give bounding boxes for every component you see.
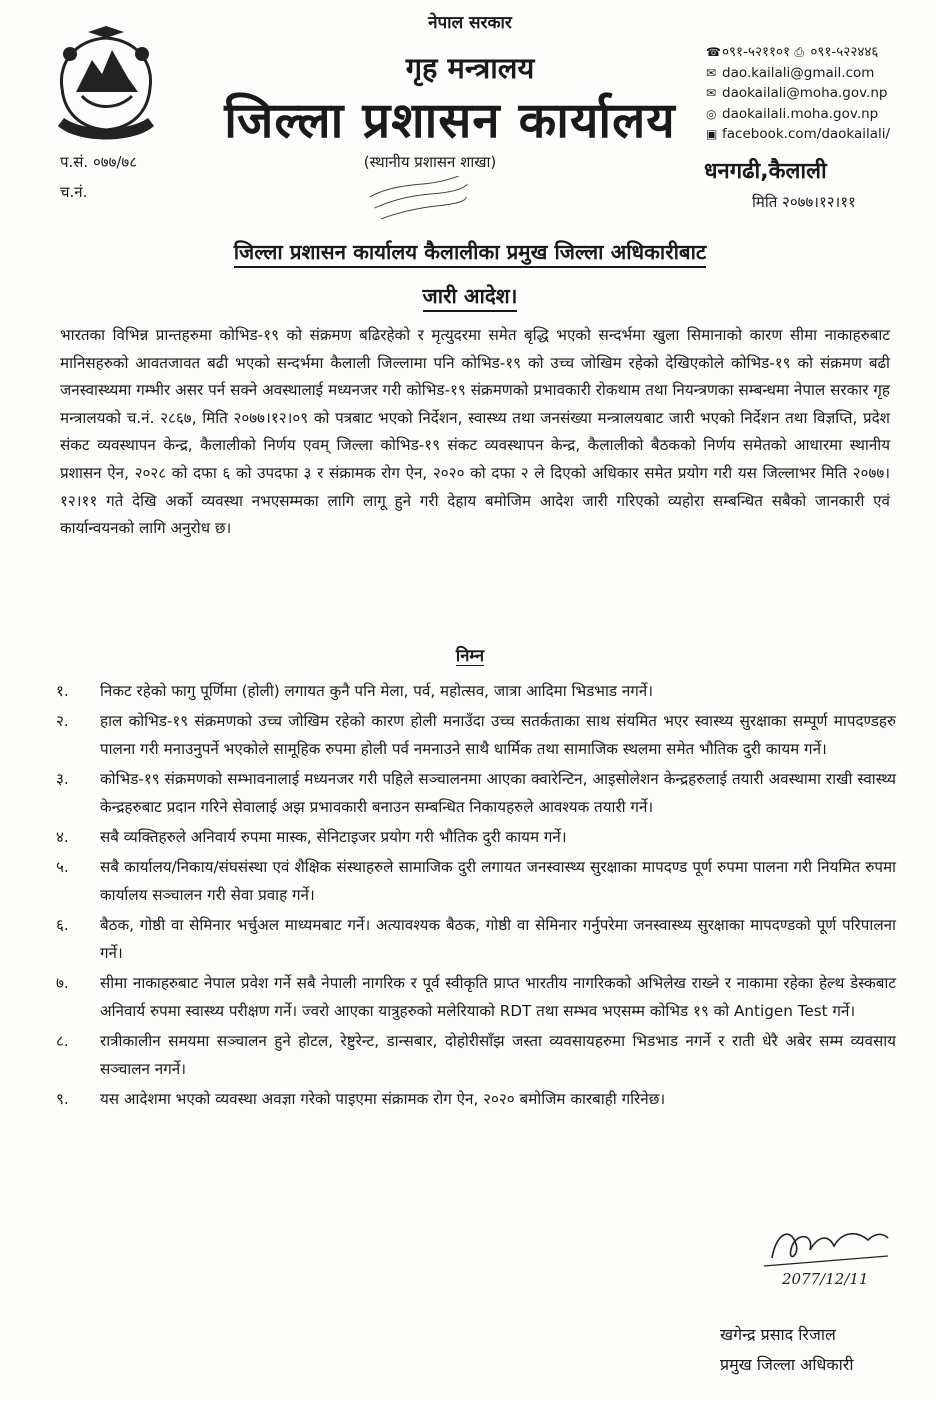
order-number: ३.	[56, 770, 69, 788]
list-heading	[0, 643, 940, 666]
document-title	[0, 238, 940, 266]
orders-list	[56, 677, 896, 1115]
order-text: हाल कोभिड-१९ संक्रमणको उच्च जोखिम रहेको कारण होली मनाउँदा उच्च सतर्कताका साथ संयमित भएर स्वास्थ्य सुरक्षाका सम्पूर्ण मापदण्डहरु पालना गरी मनाउनुपर्ने भएकोले सामूहिक रुपमा होली पर्व नमनाउने साथै धार्मिक तथा सामाजिक स्थलमा समेत भौतिक दुरी कायम गर्ने।	[100, 712, 896, 758]
order-text: कोभिड-१९ संक्रमणको सम्भावनालाई मध्यनजर गरी पहिले सञ्चालनमा आएका क्वारेन्टिन, आइसोलेशन केन्द्रहरुलाई तयारी अवस्थामा राखी स्वास्थ्य केन्द्रहरुबाट प्रदान गरिने सेवालाई अझ प्रभावकारी बनाउन सम्बन्धित निकायहरुले आवश्यक तयारी गर्ने।	[100, 770, 896, 816]
website-row	[706, 104, 890, 125]
order-number: ५.	[56, 858, 69, 876]
office-stamp	[362, 176, 482, 226]
order-number: ९.	[56, 1090, 69, 1108]
order-item	[56, 911, 896, 967]
handwritten-signature	[756, 1216, 896, 1290]
signature-date: 2077/12/11	[782, 1270, 869, 1288]
signatory-designation: प्रमुख जिल्ला अधिकारी	[720, 1355, 854, 1374]
order-number: ६.	[56, 916, 69, 934]
order-text: यस आदेशमा भएको व्यवस्था अवज्ञा गरेको पाइएमा संक्रामक रोग ऐन, २०२० बमोजिम कारबाही गरिनेछ।	[100, 1090, 666, 1108]
mail-icon: ✉	[706, 86, 717, 100]
government-name: नेपाल सरकार	[428, 13, 512, 33]
order-item	[56, 765, 896, 821]
order-item	[56, 853, 896, 909]
list-heading-text: निम्न	[455, 646, 485, 665]
facebook-link[interactable]: facebook.com/daokailali/	[722, 126, 891, 142]
title-text: जिल्ला प्रशासन कार्यालय कैलालीका प्रमुख जिल्ला अधिकारीबाट	[234, 240, 707, 268]
globe-icon: ◎	[706, 106, 717, 121]
fax-icon: ⎙	[794, 45, 804, 59]
subtitle-text: जारी आदेश।	[423, 284, 518, 312]
order-item	[56, 707, 896, 763]
order-number: ८.	[56, 1032, 69, 1050]
order-number: ७.	[56, 974, 69, 992]
email-row-1	[706, 63, 890, 84]
office-name: जिल्ला प्रशासन कार्यालय	[224, 92, 676, 149]
section-name: (स्थानीय प्रशासन शाखा)	[363, 153, 497, 171]
signatory-name: खगेन्द्र प्रसाद रिजाल	[720, 1325, 836, 1344]
order-text: रात्रीकालीन समयमा सञ्चालन हुने होटल, रेष्टुरेन्ट, डान्सबार, दोहोरीसाँझ जस्ता व्यवसायहरुमा भिडभाड नगर्ने र राती धेरै अबेर सम्म व्यवसाय सञ्चालन नगर्ने।	[100, 1032, 896, 1078]
letter-date: मिति २०७७।१२।११	[752, 193, 856, 211]
email-primary[interactable]: dao.kailali@gmail.com	[722, 64, 875, 81]
ministry-name: गृह मन्त्रालय	[405, 51, 535, 85]
order-number: २.	[56, 712, 69, 730]
order-text: बैठक, गोष्ठी वा सेमिनार भर्चुअल माध्यमबाट गर्ने। अत्यावश्यक बैठक, गोष्ठी वा सेमिनार गर्नुपरेमा जनस्वास्थ्य सुरक्षाका मापदण्डको पूर्ण परिपालना गर्ने।	[100, 916, 896, 962]
email-secondary[interactable]: daokailali@moha.gov.np	[722, 85, 888, 101]
website-link[interactable]: daokailali.moha.gov.np	[722, 105, 879, 122]
order-text: सबै कार्यालय/निकाय/संघसंस्था एवं शैक्षिक संस्थाहरुले सामाजिक दुरी लगायत जनस्वास्थ्य सुरक्षाका मापदण्ड पूर्ण रुपमा पालना गरी नियमित रुपमा कार्यालय सञ्चालन गरी सेवा प्रवाह गर्ने।	[100, 858, 896, 904]
facebook-icon: ▣	[706, 127, 718, 141]
order-text: सबै व्यक्तिहरुले अनिवार्य रुपमा मास्क, सेनिटाइजर प्रयोग गरी भौतिक दुरी कायम गर्ने।	[100, 828, 567, 846]
fax-number: ०९१-५२२४४६	[810, 44, 879, 60]
order-item	[56, 1027, 896, 1083]
order-text: सीमा नाकाहरुबाट नेपाल प्रवेश गर्ने सबै नेपाली नागरिक र पूर्व स्वीकृति प्राप्त भारतीय नागरिकको अभिलेख राख्ने र नाकामा रहेका हेल्थ डेस्कबाट अनिवार्य रुपमा स्वास्थ्य परीक्षण गर्ने। ज्वरो आएका यात्रुहरुको मलेरियाको RDT तथा सम्भव भएसम्म कोभिड १९ को Antigen Test गर्ने।	[100, 974, 896, 1020]
office-city: धनगढी,कैलाली	[704, 159, 827, 184]
order-item	[56, 823, 896, 851]
facebook-row	[706, 124, 890, 145]
order-number: १.	[56, 682, 69, 700]
phone-number: ०९१-५२११०१	[722, 44, 791, 60]
intro-paragraph: भारतका विभिन्न प्रान्तहरुमा कोभिड-१९ को संक्रमण बढिरहेको र मृत्युदरमा समेत बृद्धि भएको सन्दर्भमा खुला सिमानाको कारण सीमा नाकाहरुबाट मानिसहरुको आवतजावत बढी भएको सन्दर्भमा कैलाली जिल्लामा पनि कोभिड-१९ को उच्च जोखिम रहेको देखिएकोले कोभिड-१९ को संक्रमण बढी जनस्वास्थ्यमा गम्भीर असर पर्न सक्ने अवस्थालाई मध्यनजर गरी कोभिड-१९ संक्रमणको प्रभावकारी रोकथाम तथा नियन्त्रणका सम्बन्धमा नेपाल सरकार गृह मन्त्रालयको च.नं. २८६७, मिति २०७७।१२।०९ को पत्रबाट भएको निर्देशन, स्वास्थ्य तथा जनसंख्या मन्त्रालयबाट जारी भएको निर्देशन तथा विज्ञप्ति, प्रदेश संकट व्यवस्थापन केन्द्र, कैलालीको निर्णय एवम् जिल्ला कोभिड-१९ संकट व्यवस्थापन केन्द्र, कैलालीको बैठकको निर्णय समेतको आधारमा स्थानीय प्रशासन ऐन, २०२८ को दफा ६ को उपदफा ३ र संक्रामक रोग ऐन, २०२० को दफा २ ले दिएको अधिकार समेत प्रयोग गरी यस जिल्लाभर मिति २०७७।१२।११ गते देखि अर्को व्यवस्था नभएसम्मका लागि लागू हुने गरी देहाय बमोजिम आदेश जारी गरिएको व्यहोरा सम्बन्धित सबैको जानकारी एवं कार्यान्वयनको लागि अनुरोध छ।	[60, 326, 890, 538]
signatory-block	[720, 1320, 853, 1380]
order-text: निकट रहेको फागु पूर्णिमा (होली) लगायत कुनै पनि मेला, पर्व, महोत्सव, जात्रा आदिमा भिडभाड नगर्ने।	[100, 682, 653, 700]
order-item	[56, 969, 896, 1025]
phone-icon: ☎	[706, 45, 721, 59]
dispatch-number: च.नं.	[60, 183, 88, 201]
contact-block	[706, 42, 890, 145]
document-subtitle	[0, 282, 940, 310]
email-row-2	[706, 83, 890, 104]
order-item	[56, 677, 896, 705]
order-item	[56, 1085, 896, 1113]
mail-icon: ✉	[706, 65, 717, 80]
phone-row	[706, 42, 890, 63]
order-number: ४.	[56, 828, 69, 846]
reference-number: प.सं. ०७७/७८	[60, 153, 138, 171]
